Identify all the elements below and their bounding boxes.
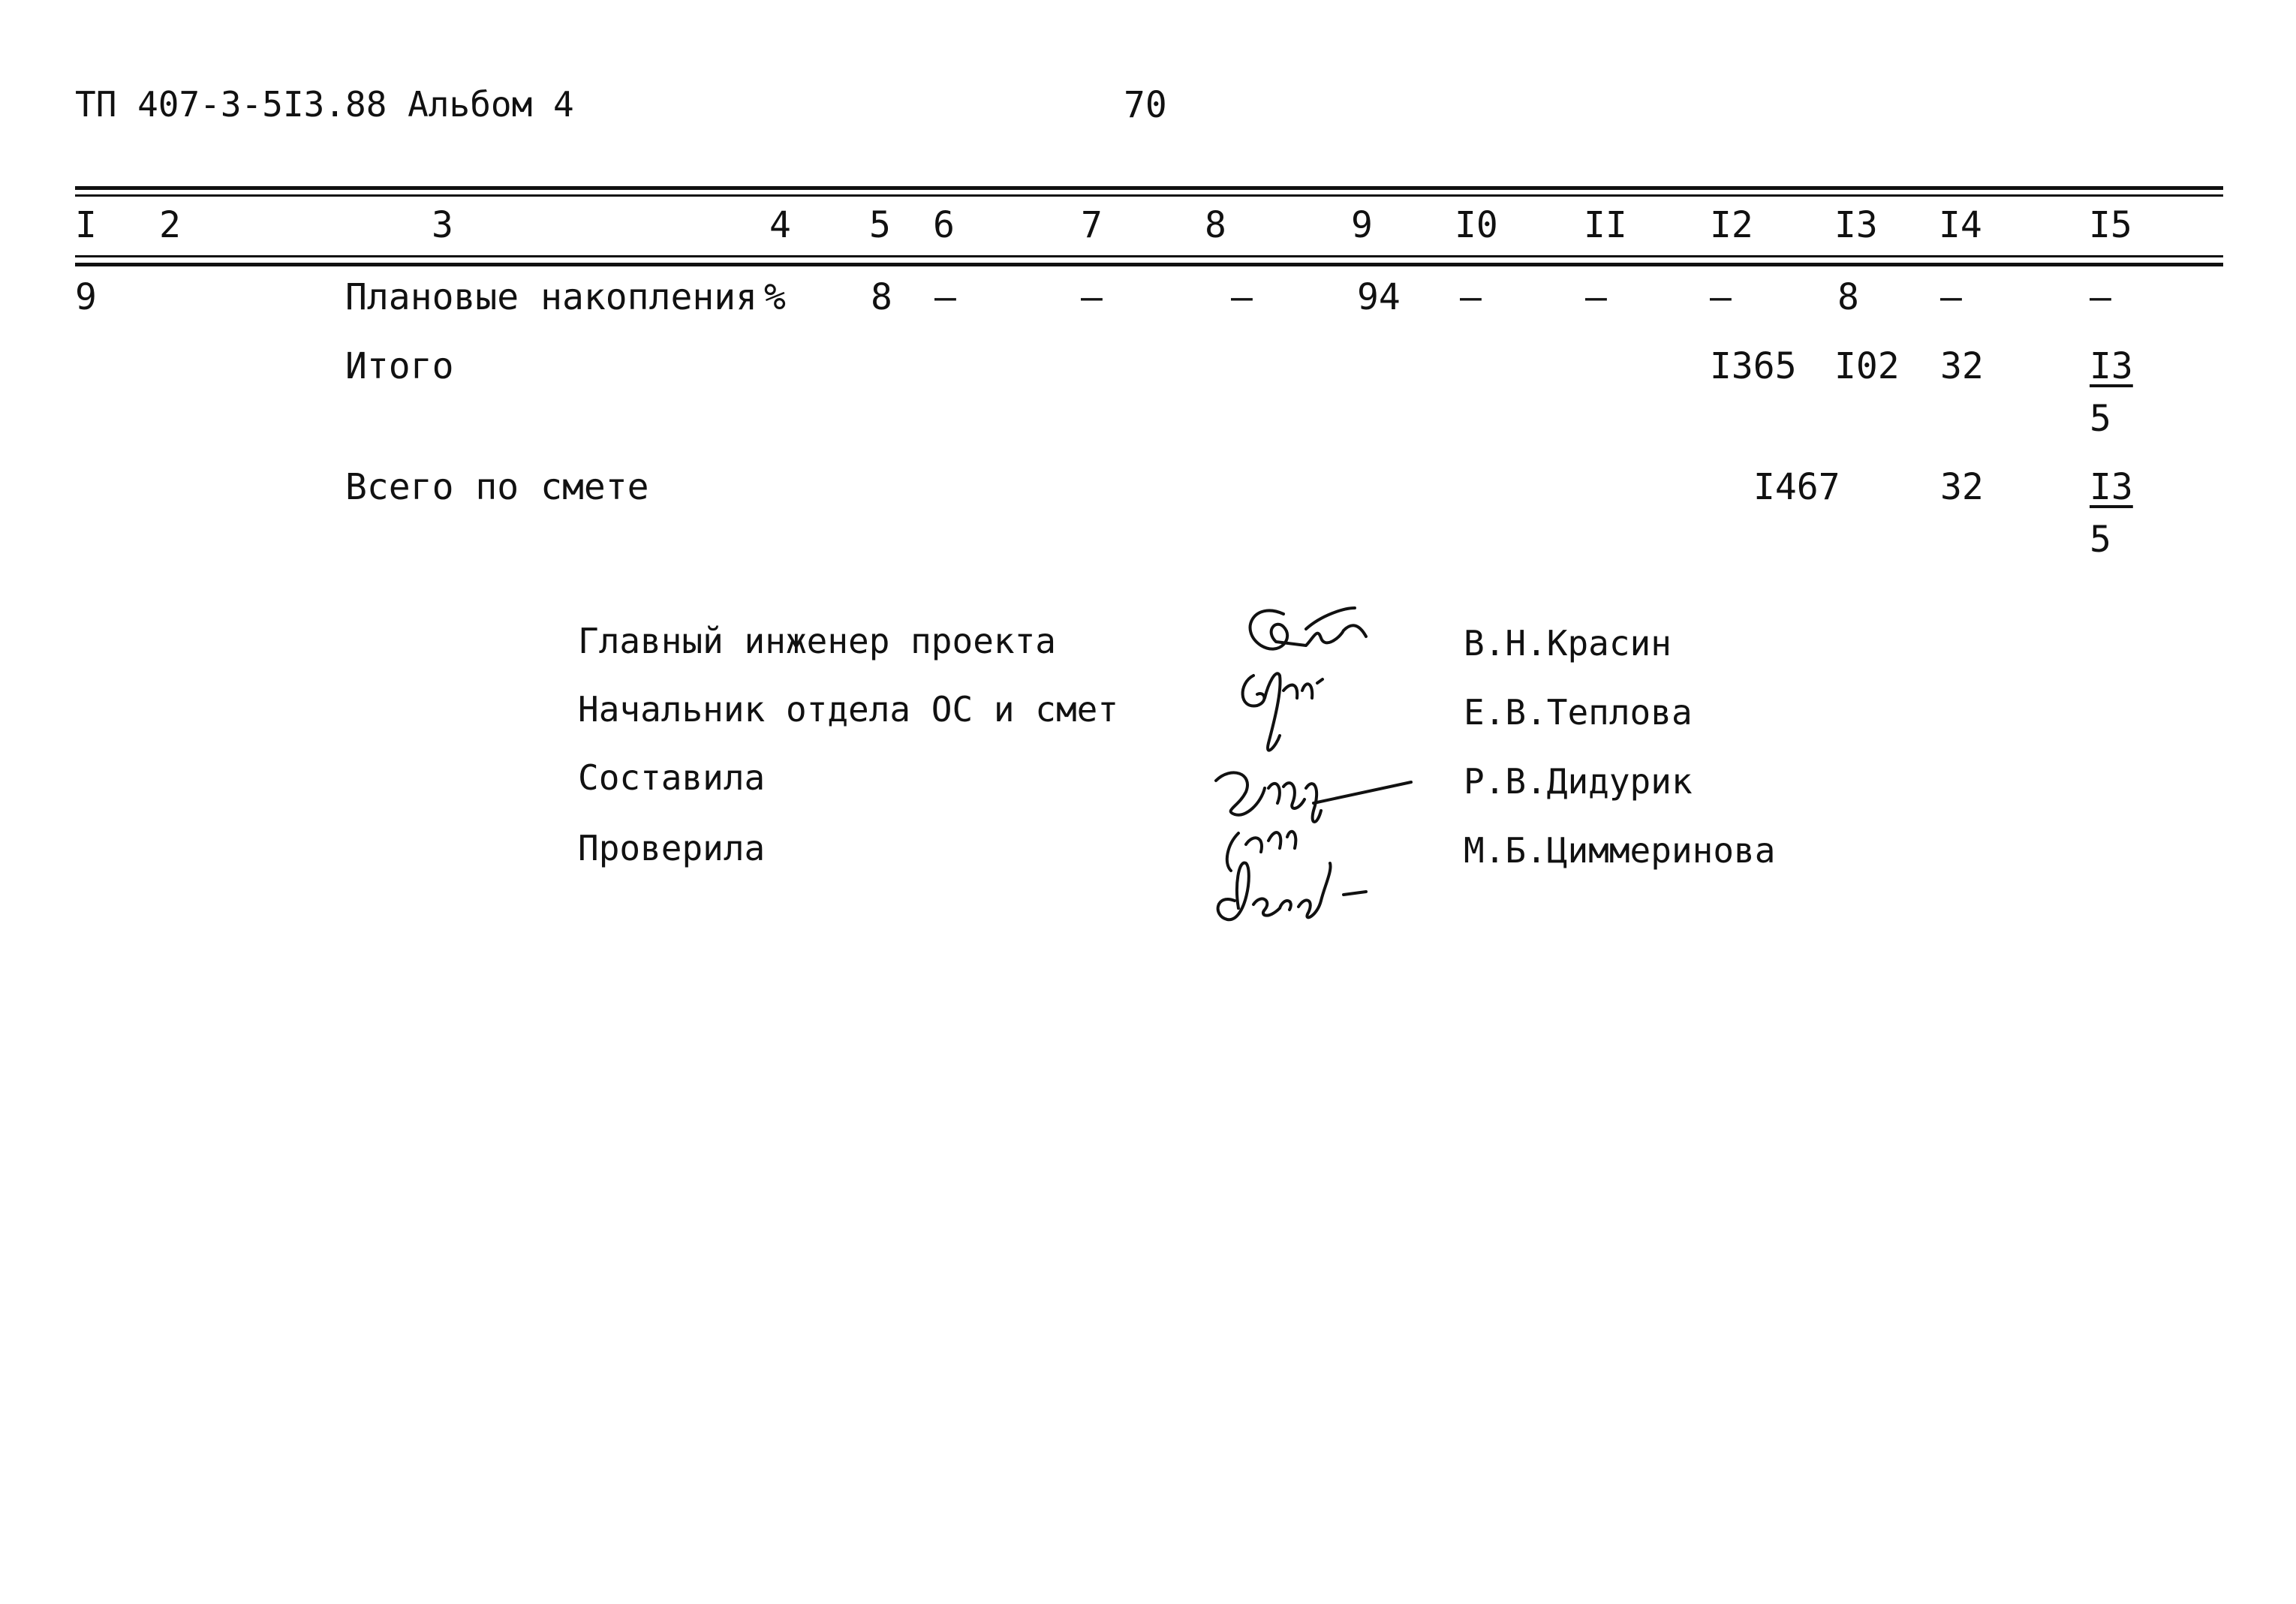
column-header: 4: [769, 204, 791, 246]
row-cell-14: 32: [1940, 466, 1984, 508]
column-header: II: [1584, 204, 1627, 246]
row-cell-11: –: [1585, 276, 1607, 318]
column-header: I3: [1834, 204, 1878, 246]
row-cell-15-denominator: 5: [2090, 519, 2111, 561]
handwritten-signatures: [1193, 585, 1449, 931]
signature-name: Е.В.Теплова: [1464, 692, 1693, 733]
row-cell-12: I365: [1710, 345, 1797, 387]
row-cell-14: –: [1940, 276, 1962, 318]
signature-role: Начальник отдела ОС и смет: [578, 689, 1119, 730]
row-cell-15-numerator: I3: [2090, 345, 2133, 387]
row-cell-6: –: [934, 276, 956, 318]
column-header: 9: [1351, 204, 1373, 246]
row-cell-14: 32: [1940, 345, 1984, 387]
table-top-rule-inner: [75, 194, 2223, 197]
row-description: Всего по смете: [345, 466, 649, 508]
header-bottom-rule: [75, 255, 2223, 257]
row-cell-12: –: [1710, 276, 1732, 318]
column-header: I4: [1939, 204, 1982, 246]
row-cell-9: 94: [1357, 276, 1401, 318]
row-cell-15: –: [2090, 276, 2111, 318]
column-header: 7: [1081, 204, 1103, 246]
column-header: I0: [1455, 204, 1498, 246]
row-number: 9: [75, 276, 97, 318]
signature-name: М.Б.Циммеринова: [1464, 830, 1776, 871]
row-unit: %: [764, 276, 786, 318]
signature-role: Составила: [578, 757, 766, 798]
row-cell-12-13: I467: [1753, 466, 1840, 508]
signature-role: Проверила: [578, 828, 766, 868]
row-cell-15-numerator: I3: [2090, 466, 2133, 508]
row-description: Итого: [345, 345, 454, 387]
table-top-rule: [75, 186, 2223, 190]
header-bottom-rule-outer: [75, 263, 2223, 266]
column-header: 3: [432, 204, 453, 246]
row-cell-15-denominator: 5: [2090, 398, 2111, 440]
signature-name: Р.В.Дидурик: [1464, 761, 1693, 802]
row-cell-8: –: [1231, 276, 1253, 318]
column-header: 2: [159, 204, 181, 246]
column-header: I2: [1710, 204, 1753, 246]
column-header: I: [75, 204, 97, 246]
row-cell-5: 8: [871, 276, 892, 318]
column-header: 6: [933, 204, 955, 246]
column-header: 5: [869, 204, 891, 246]
page-number: 70: [1124, 84, 1167, 126]
row-cell-13: I02: [1834, 345, 1900, 387]
column-header: 8: [1205, 204, 1226, 246]
signature-role: Главный инженер проекта: [578, 621, 1056, 661]
row-cell-10: –: [1460, 276, 1482, 318]
signature-name: В.Н.Красин: [1464, 623, 1672, 664]
row-cell-7: –: [1081, 276, 1103, 318]
row-description: Плановые накопления: [345, 276, 758, 318]
document-code: ТП 407-3-5I3.88 Альбом 4: [75, 84, 574, 125]
column-header: I5: [2089, 204, 2132, 246]
row-cell-13: 8: [1837, 276, 1859, 318]
